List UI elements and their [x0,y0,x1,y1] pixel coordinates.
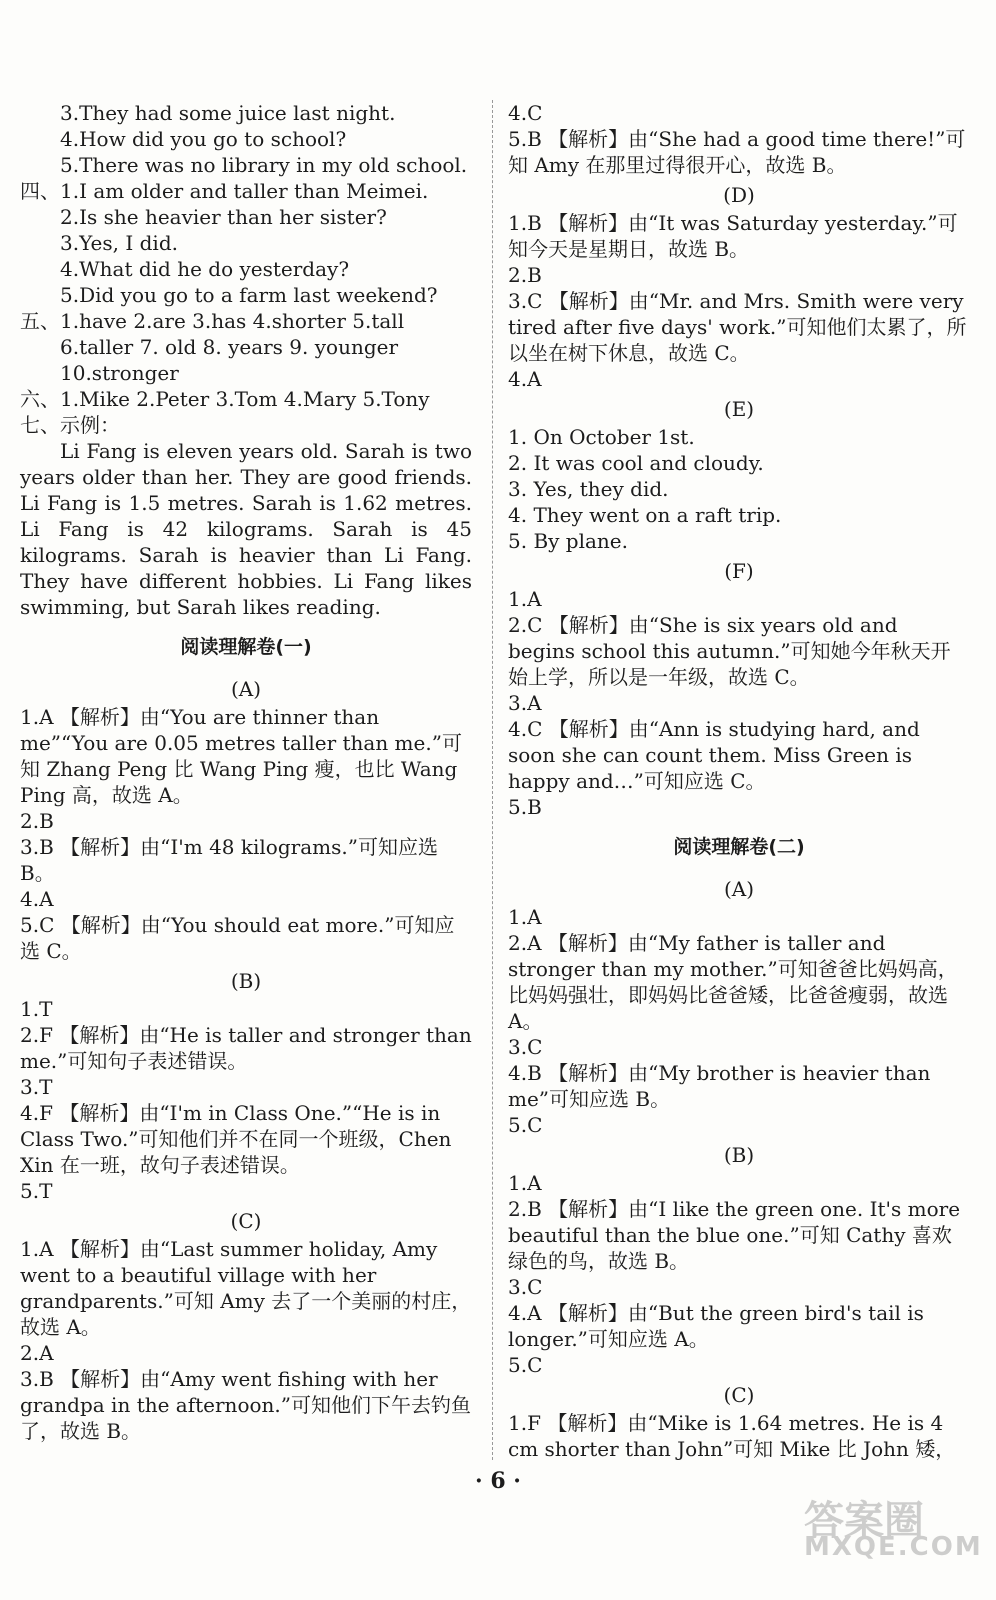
answer-number: 4.C [508,101,543,125]
answer-explanation: 【解析】由“Amy went fishing with her grandpa in the afternoon.”可知他们下午去钓鱼了，故选 B。 [20,1367,471,1443]
answer-number: 4.B [508,1061,542,1085]
answer-line: 5.There was no library in my old school. [60,153,468,177]
answer-item [508,586,970,612]
answer-explanation: 【解析】由“Ann is studying hard, and soon she can count them. Miss Green is happy and…”可知应选 C。 [508,717,920,793]
answer-number: 2.A [20,1341,54,1365]
answer-number: 3.C [508,1035,543,1059]
answer-item [508,1300,970,1352]
answer-number: 1.A [20,705,54,729]
answer-item [508,1112,970,1138]
answer-item [20,1236,472,1340]
answer-item [20,1022,472,1074]
answer-number: 5.C [508,1113,543,1137]
answer-number: 1.A [20,1237,54,1261]
answer-item [508,126,970,178]
answer-item [508,528,970,554]
answer-number: 1.A [508,587,542,611]
answer-number: 4.A [508,367,542,391]
watermark-logo [804,1498,983,1592]
answer-number: 3. [508,477,528,501]
answer-line: 6.taller 7. old 8. years 9. younger [60,335,399,359]
group-label: (C) [230,1209,262,1233]
watermark-line1: 答案圈 [804,1498,924,1544]
sample-essay-text: Li Fang is eleven years old. Sarah is two years older than her. They are good friends. Li Fang is 1.5 metres. Sarah is 1.62 metres. Li Fang is 42 kilograms. Sarah is 45 kilograms. Sarah is heavier than Li Fang. They have different hobbies. Li Fang likes swimming, but Sarah likes reading. [20,439,472,619]
answer-explanation: Yes, they did. [533,477,669,501]
answer-item [20,1340,472,1366]
answer-item [20,1366,472,1444]
answer-item [508,1170,970,1196]
answer-number: 1. [508,425,528,449]
answer-line: 五、1.have 2.are 3.has 4.shorter 5.tall [20,309,405,333]
answer-line: 5.Did you go to a farm last weekend? [60,283,438,307]
answer-number: 4.A [20,887,54,911]
answer-explanation: 【解析】由“Mr. and Mrs. Smith were very tired after five days' work.”可知他们太累了，所以坐在树下休息，故选 C。 [508,289,967,365]
answer-item [508,288,970,366]
group-label: (B) [723,1143,755,1167]
answer-explanation: 【解析】由“I'm 48 kilograms.”可知应选 B。 [20,835,438,885]
answer-item [508,424,970,450]
answer-item [508,210,970,262]
answer-number: 2.F [20,1023,53,1047]
answer-item [508,1060,970,1112]
answer-explanation: It was cool and cloudy. [533,451,764,475]
answer-number: 2.B [508,263,542,287]
answer-number: 1.F [508,1411,541,1435]
answer-number: 5.C [508,1353,543,1377]
answer-explanation: 【解析】由“She had a good time there!”可知 Amy 在那里过得很开心，故选 B。 [508,127,966,177]
answer-explanation: They went on a raft trip. [533,503,782,527]
answer-explanation: 【解析】由“Mike is 1.64 metres. He is 4 cm shorter than John”可知 Mike 比 John 矮， [508,1411,956,1461]
answer-item [20,1074,472,1100]
sample-essay [20,438,472,620]
answer-number: 5.C [20,913,55,937]
answer-explanation: 【解析】由“You are thinner than me”“You are 0.05 metres taller than me.”可知 Zhang Peng 比 Wang Ping 瘦，也比 Wang Ping 高，故选 A。 [20,705,462,807]
answer-number: 3.B [20,1367,54,1391]
answer-number: 3.C [508,289,543,313]
answer-item [508,794,970,820]
answer-number: 2.C [508,613,543,637]
answer-explanation: 【解析】由“My brother is heavier than me”可知应选 B。 [508,1061,931,1111]
answer-explanation: 【解析】由“My father is taller and stronger than my mother.”可知爸爸比妈妈高，比妈妈强壮，即妈妈比爸爸矮，比爸爸瘦弱，故选 A。 [508,931,958,1033]
answer-line: 10.stronger [60,361,179,385]
answer-explanation: By plane. [533,529,629,553]
answer-explanation: 【解析】由“He is taller and stronger than me.”可知句子表述错误。 [20,1023,472,1073]
answer-explanation: 【解析】由“I'm in Class One.”“He is in Class Two.”可知他们并不在同一个班级，Chen Xin 在一班，故句子表述错误。 [20,1101,452,1177]
page-number: · 6 · [475,1468,521,1494]
answer-item [508,100,970,126]
answer-item [508,476,970,502]
answer-number: 5.B [508,795,542,819]
group-label: (A) [230,677,262,701]
right-column [508,100,970,1462]
answer-line: 4.How did you go to school? [60,127,347,151]
answer-item [508,716,970,794]
answer-item [20,808,472,834]
answer-number: 5.B [508,127,542,151]
group-label: (F) [724,559,754,583]
group-label: (E) [723,397,755,421]
group-label: (D) [723,183,755,207]
answer-item [20,834,472,886]
answer-item [508,690,970,716]
section-title: 阅读理解卷(一) [180,636,312,658]
answer-number: 4.C [508,717,543,741]
answer-line: 3.Yes, I did. [60,231,178,255]
answer-number: 2.B [20,809,54,833]
answer-explanation: 【解析】由“But the green bird's tail is longer.”可知应选 A。 [508,1301,924,1351]
answer-number: 1.A [508,905,542,929]
answer-number: 4.A [508,1301,542,1325]
answer-item [508,904,970,930]
group-label: (A) [723,877,755,901]
answer-line: 4.What did he do yesterday? [60,257,350,281]
answer-line: 3.They had some juice last night. [60,101,396,125]
answer-line: 四、1.I am older and taller than Meimei. [20,179,429,203]
answer-item [20,1178,472,1204]
answer-line: 七、示例： [20,413,120,437]
answer-item [508,1274,970,1300]
answer-number: 2.B [508,1197,542,1221]
answer-line: 2.Is she heavier than her sister? [60,205,387,229]
answer-number: 4.F [20,1101,53,1125]
answer-number: 3.C [508,1275,543,1299]
answer-item [508,1410,970,1462]
answer-number: 1.A [508,1171,542,1195]
answer-number: 3.B [20,835,54,859]
answer-number: 1.B [508,211,542,235]
answer-item [508,930,970,1034]
answer-explanation: 【解析】由“Last summer holiday, Amy went to a beautiful village with her grandparents.”可知 Amy 去了一个美丽的村庄，故选 A。 [20,1237,472,1339]
answer-item [508,502,970,528]
answer-item [20,1100,472,1178]
answer-explanation: On October 1st. [533,425,695,449]
answer-item [20,704,472,808]
group-label: (C) [723,1383,755,1407]
answer-item [508,366,970,392]
answer-explanation: 【解析】由“You should eat more.”可知应选 C。 [20,913,455,963]
answer-line: 六、1.Mike 2.Peter 3.Tom 4.Mary 5.Tony [20,387,430,411]
section-title: 阅读理解卷(二) [673,836,805,858]
answer-item [508,1352,970,1378]
answer-number: 3.A [508,691,542,715]
answer-number: 5.T [20,1179,53,1203]
answer-item [20,886,472,912]
answer-number: 2.A [508,931,542,955]
answer-number: 2. [508,451,528,475]
answer-explanation: 【解析】由“She is six years old and begins school this autumn.”可知她今年秋天开始上学，所以是一年级，故选 C。 [508,613,951,689]
answer-explanation: 【解析】由“It was Saturday yesterday.”可知今天是星期日，故选 B。 [508,211,958,261]
group-label: (B) [230,969,262,993]
watermark-line2: MXQE.COM [804,1532,983,1562]
answer-item [508,1034,970,1060]
answer-number: 4. [508,503,528,527]
left-column [20,100,472,1444]
answer-number: 3.T [20,1075,53,1099]
answer-number: 5. [508,529,528,553]
answer-item [508,450,970,476]
answer-item [508,262,970,288]
answer-item [508,612,970,690]
answer-item [20,996,472,1022]
answer-item [20,912,472,964]
column-divider [492,100,493,1460]
answer-explanation: 【解析】由“I like the green one. It's more beautiful than the blue one.”可知 Cathy 喜欢绿色的鸟，故选 B。 [508,1197,961,1273]
answer-number: 1.T [20,997,53,1021]
answer-item [508,1196,970,1274]
